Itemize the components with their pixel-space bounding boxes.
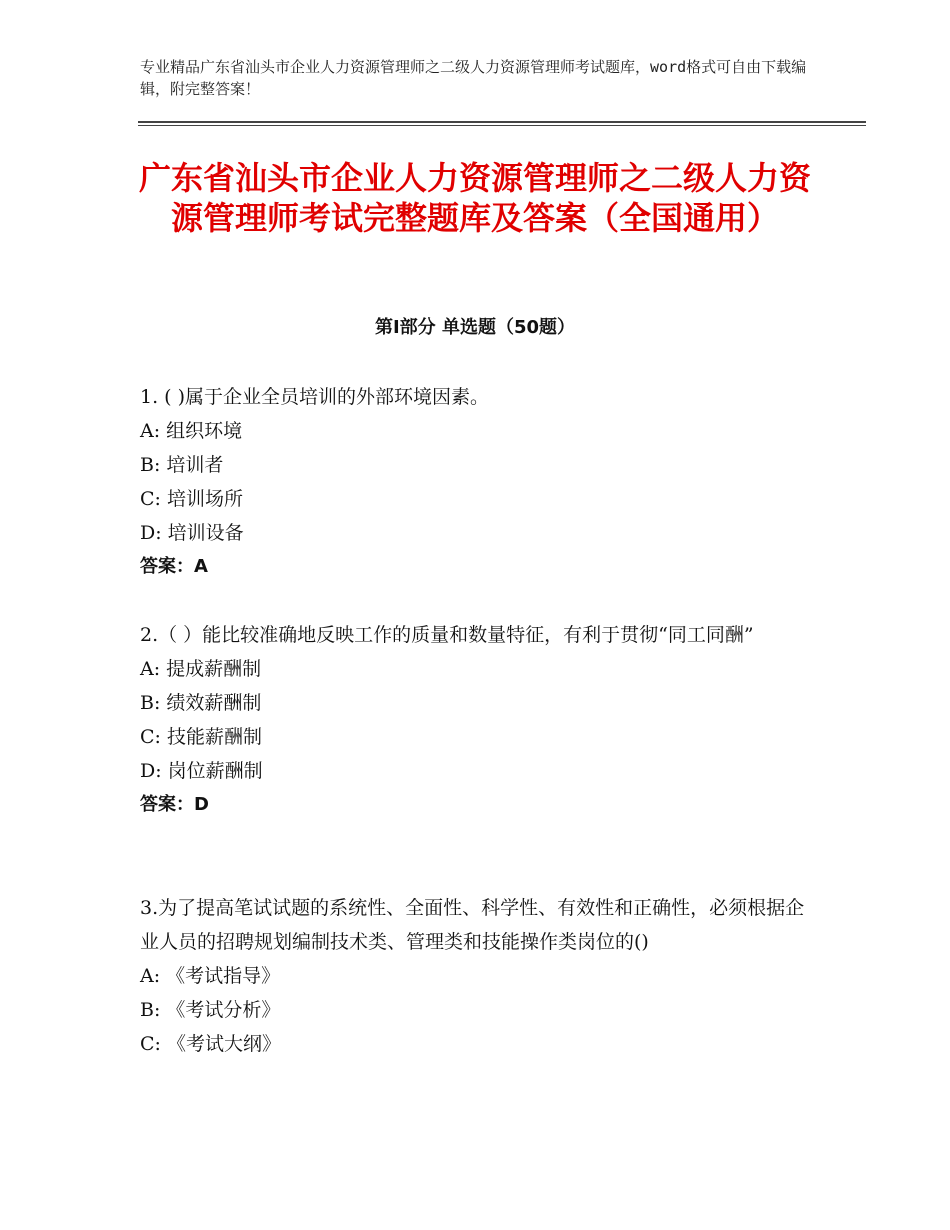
document-title: 广东省汕头市企业人力资源管理师之二级人力资源管理师考试完整题库及答案（全国通用） <box>138 159 811 237</box>
answer: 答案：A <box>140 556 208 577</box>
option-b: B: 培训者 <box>140 454 224 476</box>
question-1 <box>140 380 810 584</box>
header-rule-thick <box>138 121 866 123</box>
option-d: D: 岗位薪酬制 <box>140 760 263 782</box>
header-rule-thin <box>138 125 866 126</box>
question-3 <box>140 891 810 1061</box>
header-note: 专业精品广东省汕头市企业人力资源管理师之二级人力资源管理师考试题库，word格式可自由下载编辑，附完整答案！ <box>140 58 807 98</box>
option-a: A: 组织环境 <box>140 420 243 442</box>
option-b: B: 《考试分析》 <box>140 999 281 1021</box>
question-text: 3.为了提高笔试试题的系统性、全面性、科学性、有效性和正确性，必须根据企业人员的招聘规划编制技术类、管理类和技能操作类岗位的() <box>140 897 805 953</box>
question-text: 2.（ ）能比较准确地反映工作的质量和数量特征，有利于贯彻“同工同酬” <box>140 624 754 646</box>
option-a: A: 提成薪酬制 <box>140 658 262 680</box>
option-d: D: 培训设备 <box>140 522 244 544</box>
option-c: C: 技能薪酬制 <box>140 726 262 748</box>
question-text: 1. ( )属于企业全员培训的外部环境因素。 <box>140 386 490 408</box>
section-title: 第Ⅰ部分 单选题（50题） <box>374 317 575 338</box>
option-b: B: 绩效薪酬制 <box>140 692 262 714</box>
option-a: A: 《考试指导》 <box>140 965 281 987</box>
option-c: C: 培训场所 <box>140 488 243 510</box>
option-c: C: 《考试大纲》 <box>140 1033 281 1055</box>
answer: 答案：D <box>140 794 209 815</box>
question-2 <box>140 618 810 822</box>
